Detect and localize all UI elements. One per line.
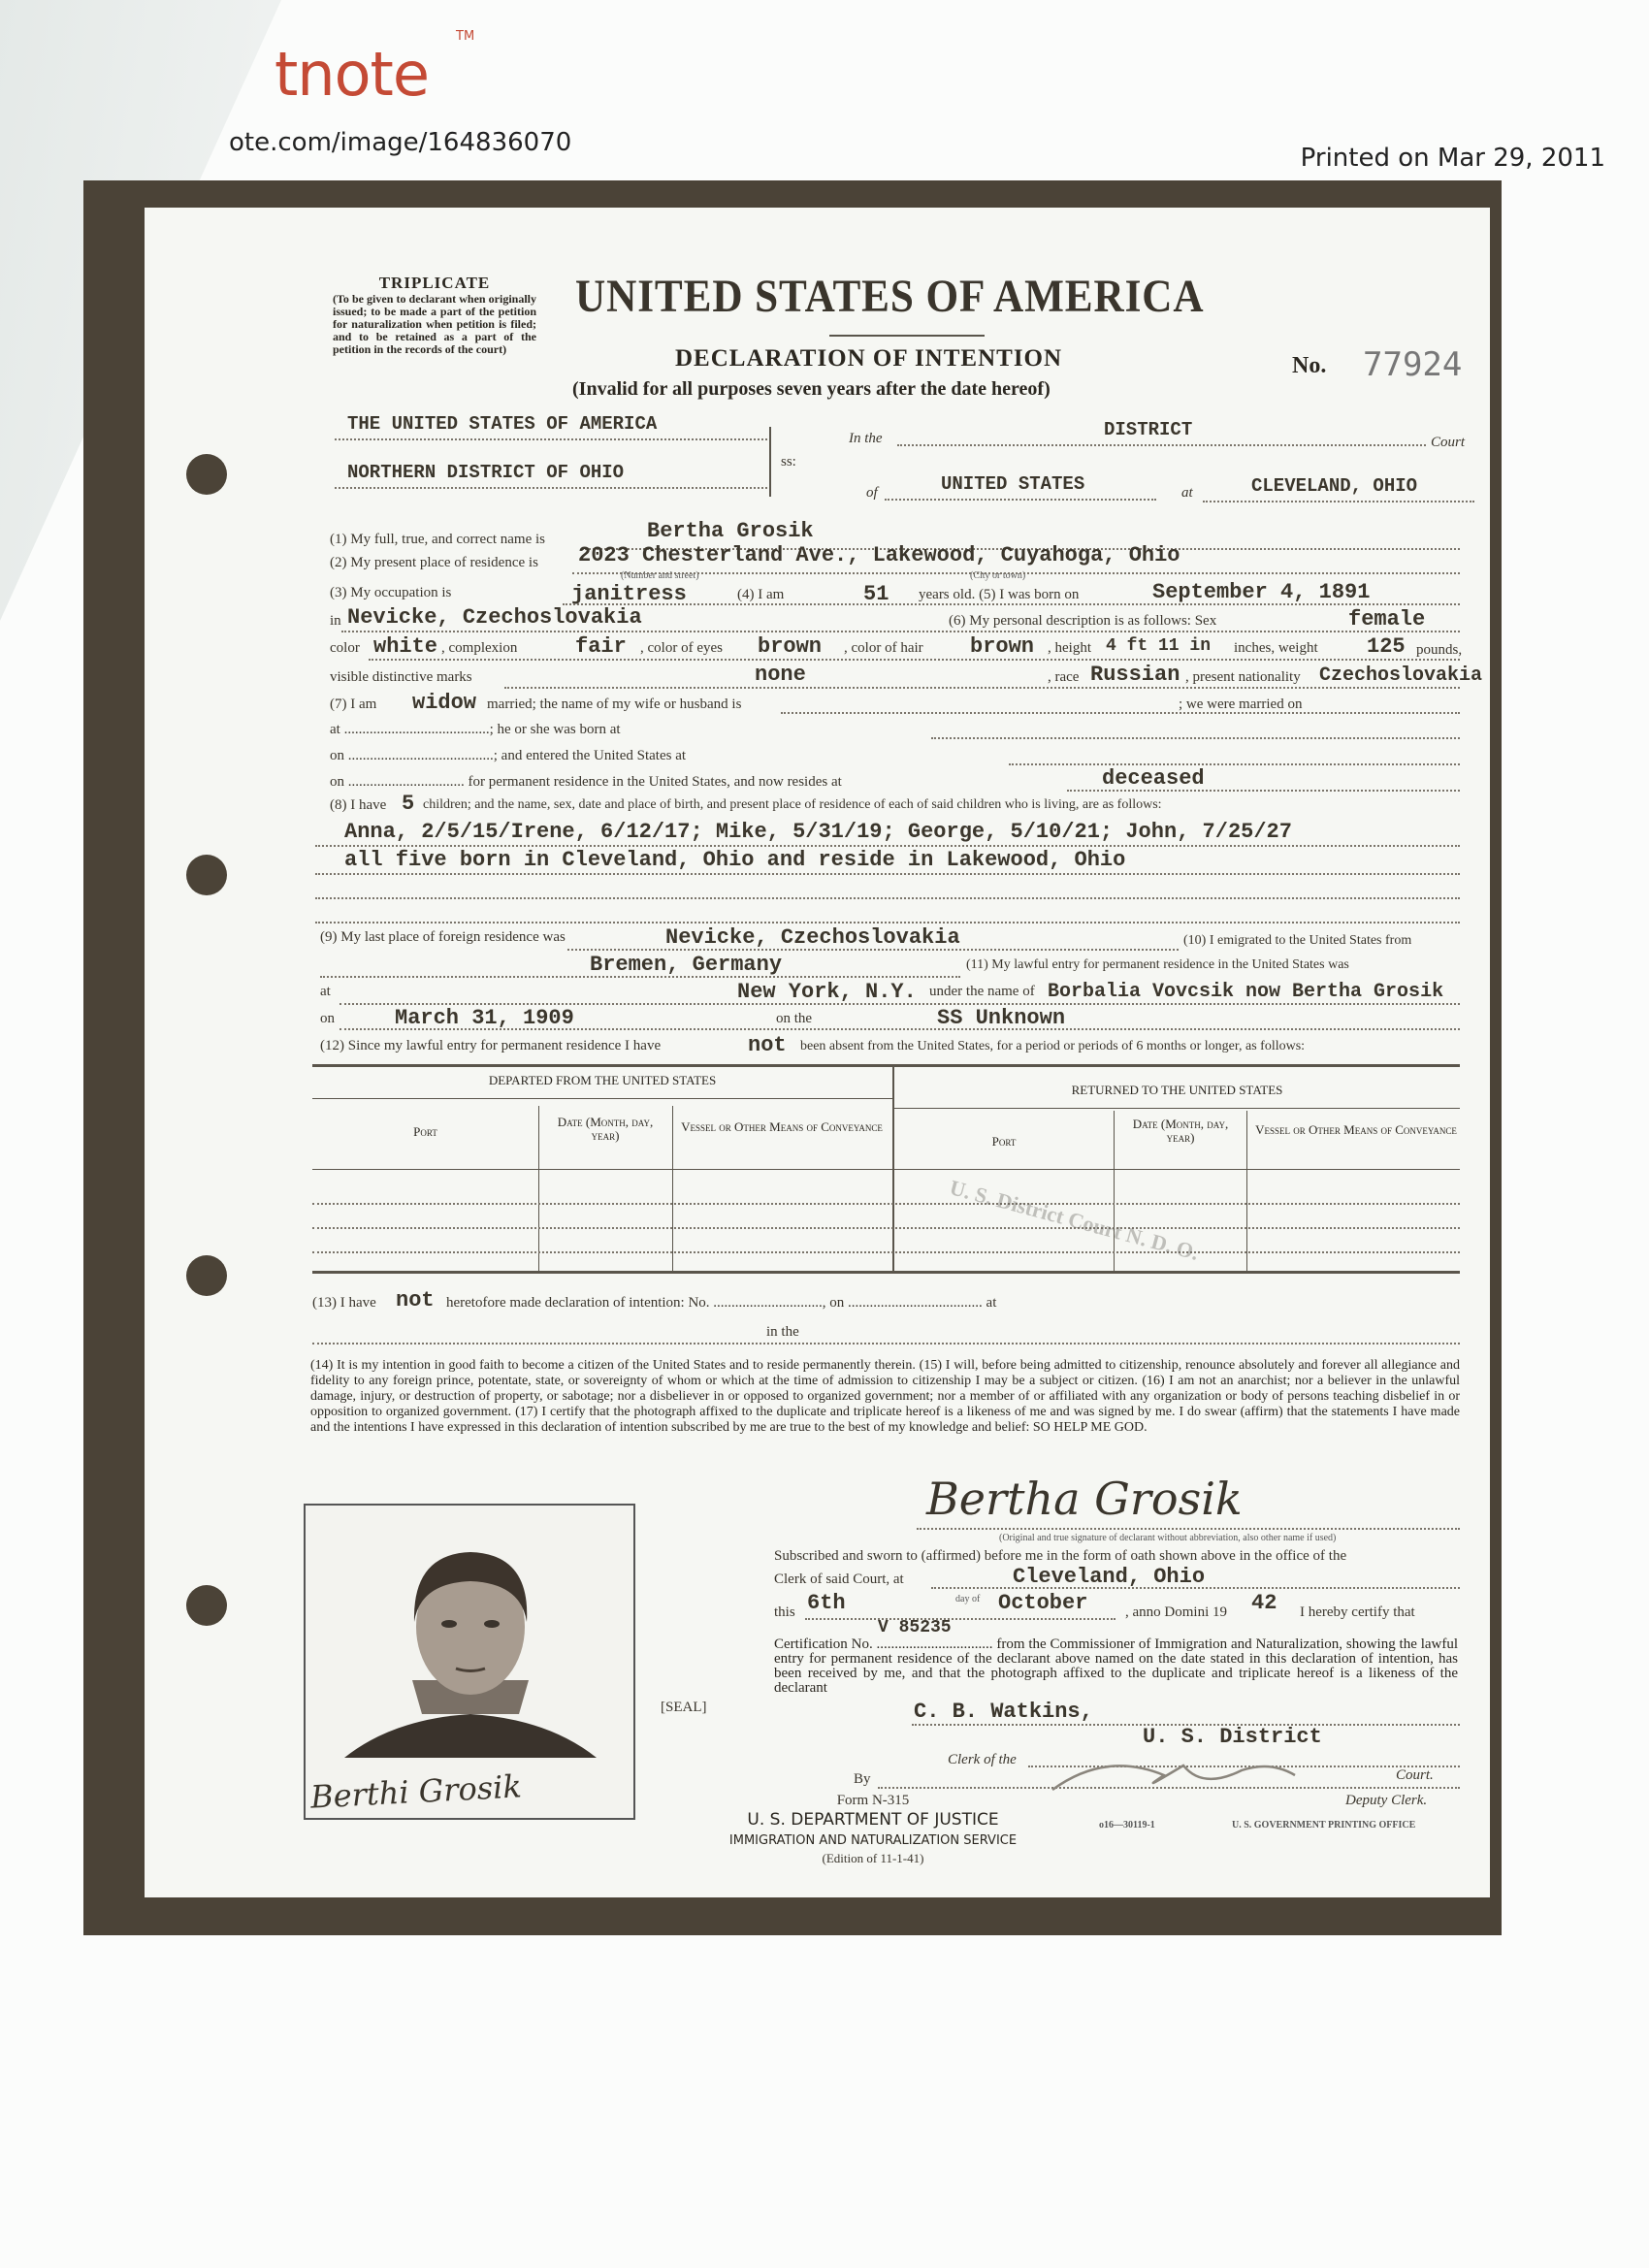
printed-date: Printed on Mar 29, 2011	[1300, 144, 1605, 173]
court-at: CLEVELAND, OHIO	[1251, 475, 1418, 497]
clerk-court: U. S. District	[1143, 1725, 1322, 1749]
marks-label: visible distinctive marks	[330, 669, 472, 685]
returned-header: RETURNED TO THE UNITED STATES	[1071, 1083, 1283, 1097]
color-label: color	[330, 640, 360, 656]
q3-label: (3) My occupation is	[330, 585, 452, 600]
pounds-label: pounds,	[1416, 642, 1463, 658]
venue-district: NORTHERN DISTRICT OF OHIO	[347, 462, 625, 483]
children-count: 5	[402, 792, 415, 816]
by-label: By	[854, 1771, 871, 1787]
entry-place: New York, N.Y.	[737, 980, 917, 1004]
height: 4 ft 11 in	[1106, 636, 1212, 656]
court-stamp: U. S. District Court N. D. O.	[947, 1175, 1202, 1265]
q10-label: (10) I emigrated to the United States from	[1183, 933, 1412, 948]
punch-hole	[186, 1255, 227, 1296]
col-date: Date (Month, day, year)	[557, 1115, 654, 1143]
site-logo: tnote	[275, 39, 429, 110]
col-vessel: Vessel or Other Means of Conveyance	[1255, 1122, 1457, 1137]
q12-label: (12) Since my lawful entry for permanent residence I have	[320, 1038, 662, 1053]
this-label: this	[774, 1604, 795, 1620]
invalid-note: (Invalid for all purposes seven years after the date hereof)	[572, 378, 1051, 400]
month: October	[998, 1591, 1088, 1615]
of-label: of	[866, 485, 878, 501]
q8-rest: children; and the name, sex, date and place of birth, and present place of residence of each of said children who is living, are as follows:	[423, 797, 1162, 812]
deputy-signature-scribble	[1048, 1746, 1300, 1804]
in-the-label: In the	[849, 431, 883, 446]
entered-label: on ........................................; and entered the United States at	[330, 748, 687, 763]
table-top-border	[312, 1064, 1460, 1067]
age: 51	[863, 582, 889, 606]
punch-hole	[186, 454, 227, 495]
color: white	[373, 634, 438, 659]
q13-in-the: in the	[766, 1324, 799, 1340]
entry-on-label: on	[320, 1011, 335, 1026]
day-of-label: day of	[955, 1594, 981, 1604]
cert-text: from the Commissioner of Immigration and Naturalization, showing the lawful entry for permanent residence of the declarant above named on the date stated in this declaration of intention, has been received by me, and that the photograph affixed to the duplicate and triplicate hereof is a likeness of the declarant	[774, 1636, 1459, 1696]
born-at-label: at ........................................; he or she was born at	[330, 722, 621, 737]
venue-country: THE UNITED STATES OF AMERICA	[347, 413, 658, 435]
foreign-residence: Nevicke, Czechoslovakia	[665, 925, 960, 950]
under-name-label: under the name of	[929, 984, 1035, 999]
marital-status: widow	[412, 691, 477, 715]
married-on-label: ; we were married on	[1179, 697, 1303, 712]
deputy-clerk-label: Deputy Clerk.	[1345, 1793, 1428, 1808]
day: 6th	[807, 1591, 846, 1615]
weight-label: inches, weight	[1234, 640, 1318, 656]
triplicate-text: (To be given to declarant when originally issued; to be made a part of the petition for naturalization when petition is filed; and to be retained as a part of the petition in the records of the court)	[333, 292, 536, 356]
q4-label: (4) I am	[737, 587, 785, 602]
cert-label: Certification No.	[774, 1636, 873, 1652]
sex: female	[1348, 607, 1426, 632]
residence: 2023 Chesterland Ave., Lakewood, Cuyahoga, Ohio	[578, 543, 1180, 567]
complexion-label: , complexion	[441, 640, 518, 656]
q2-label: (2) My present place of residence is	[330, 555, 538, 570]
court-end-label: Court.	[1396, 1767, 1434, 1783]
clerk-at-label: Clerk of said Court, at	[774, 1571, 904, 1587]
certify-label: I hereby certify that	[1300, 1604, 1415, 1620]
q5-label: years old. (5) I was born on	[919, 587, 1080, 602]
emigrated-from: Bremen, Germany	[590, 953, 783, 977]
in-label: in	[330, 613, 341, 629]
q1-label: (1) My full, true, and correct name is	[330, 532, 546, 547]
entry-date: March 31, 1909	[395, 1006, 574, 1030]
absence: not	[748, 1033, 787, 1057]
height-label: , height	[1048, 640, 1091, 656]
complexion: fair	[575, 634, 627, 659]
department: U. S. DEPARTMENT OF JUSTICE	[747, 1810, 999, 1830]
children-birthplace: all five born in Cleveland, Ohio and reside in Lakewood, Ohio	[344, 848, 1126, 872]
birth-place: Nevicke, Czechoslovakia	[347, 605, 642, 630]
subscribed-text: Subscribed and sworn to (affirmed) before me in the form of oath shown above in the office of the	[774, 1548, 1347, 1564]
court-label: Court	[1431, 435, 1466, 450]
entry-at-label: at	[320, 984, 331, 999]
col-port: Port	[991, 1134, 1017, 1149]
ss-label: ss:	[781, 454, 796, 470]
certification-text: Certification No. ................................ from the Commissioner of Immigration and Naturalization, showing the lawful entry for permanent residence of the declarant above named on the date stated in this declaration of intention, has been received by me, and that the photograph affixed to the duplicate and triplicate hereof is a likeness of the declarant	[774, 1636, 1459, 1696]
punch-hole	[186, 855, 227, 895]
distinctive-marks: none	[755, 663, 806, 687]
col-port: Port	[413, 1124, 437, 1139]
q13-label: (13) I have	[312, 1295, 376, 1311]
nationality-label: , present nationality	[1185, 669, 1301, 685]
q12-rest: been absent from the United States, for a period or periods of 6 months or longer, as follows:	[800, 1039, 1306, 1053]
photo-signature: Berthi Grosik	[309, 1767, 523, 1816]
court-of: UNITED STATES	[941, 473, 1085, 495]
children-list: Anna, 2/5/15/Irene, 6/12/17; Mike, 5/31/19; George, 5/10/21; John, 7/25/27	[344, 820, 1292, 844]
declarant-signature: Bertha Grosik	[926, 1473, 1243, 1525]
court-type: DISTRICT	[1104, 419, 1193, 440]
q8-label: (8) I have	[330, 797, 387, 813]
q11-label: (11) My lawful entry for permanent residence in the United States was	[966, 957, 1349, 972]
weight: 125	[1367, 634, 1406, 659]
q7-rest: married; the name of my wife or husband is	[487, 697, 742, 712]
vessel: SS Unknown	[937, 1006, 1066, 1030]
source-url: ote.com/image/164836070	[229, 128, 572, 157]
anno-domini-label: , anno Domini 19	[1125, 1604, 1227, 1620]
q6-label: (6) My personal description is as follows: Sex	[949, 613, 1217, 629]
seal-label: [SEAL]	[661, 1700, 707, 1715]
hint-city: (City or town)	[970, 570, 1026, 581]
trademark: TM	[456, 29, 475, 44]
clerk-name: C. B. Watkins,	[914, 1700, 1093, 1724]
occupation: janitress	[571, 582, 687, 606]
edition: (Edition of 11-1-41)	[822, 1851, 924, 1865]
full-name: Bertha Grosik	[647, 519, 814, 543]
col-vessel: Vessel or Other Means of Conveyance	[681, 1119, 883, 1134]
signature-caption: (Original and true signature of declarant without abbreviation, also other name if used)	[999, 1533, 1337, 1543]
divider	[829, 335, 985, 337]
gpo-label: U. S. GOVERNMENT PRINTING OFFICE	[1232, 1820, 1416, 1831]
triplicate-note	[333, 274, 536, 356]
triplicate-title: TRIPLICATE	[378, 274, 491, 292]
hair-label: , color of hair	[844, 640, 923, 656]
eyes-label: , color of eyes	[640, 640, 723, 656]
race: Russian	[1090, 663, 1180, 687]
nationality: Czechoslovakia	[1319, 664, 1483, 687]
col-date: Date (Month, day, year)	[1132, 1117, 1229, 1145]
perm-residence-label: on ................................ for permanent residence in the United States, and now resides at	[330, 774, 842, 790]
oath-text: (14) It is my intention in good faith to become a citizen of the United States and to reside permanently therein. (15) I will, before being admitted to citizenship, renounce absolutely and forever all allegiance and fidelity to any foreign prince, potentate, state, or sovereignty of whom or which at the time of admission to citizenship I may be a subject or citizen. (16) I am not an anarchist; nor a believer in the unlawful damage, injury, or destruction of property, or sabotage; nor a disbeliever in or opposed to organized government; nor a member of or affiliated with any organization or body of persons teaching disbelief in or opposition to organized government. (17) I certify that the photograph affixed to the duplicate and triplicate hereof is a likeness of me and was signed by me. I do swear (affirm) that the statements I have made and the intentions I have expressed in this declaration of intention subscribed by me are true to the best of my knowledge and belief: SO HELP ME GOD.	[310, 1358, 1460, 1435]
spouse-residence: deceased	[1102, 766, 1205, 791]
birth-date: September 4, 1891	[1152, 580, 1371, 604]
hair-color: brown	[970, 634, 1035, 659]
punch-hole	[186, 1585, 227, 1626]
number-label: No.	[1292, 353, 1327, 378]
entry-name: Borbalia Vovcsik now Bertha Grosik	[1048, 981, 1444, 1003]
at-label: at	[1181, 485, 1193, 501]
year: 42	[1251, 1591, 1277, 1615]
prior-declaration: not	[396, 1288, 435, 1312]
service: IMMIGRATION AND NATURALIZATION SERVICE	[728, 1833, 1018, 1848]
certification-number: V 85235	[878, 1618, 952, 1637]
hint-street: (Number and street)	[621, 570, 699, 581]
q13-rest: heretofore made declaration of intention: No. .............................., on ..................................... at	[446, 1295, 997, 1311]
declaration-number: 77924	[1363, 345, 1463, 384]
departed-header: DEPARTED FROM THE UNITED STATES	[488, 1073, 717, 1087]
document-subtitle: DECLARATION OF INTENTION	[675, 345, 1063, 372]
eye-color: brown	[758, 634, 823, 659]
document-title: UNITED STATES OF AMERICA	[575, 271, 1205, 322]
race-label: , race	[1048, 669, 1080, 685]
on-the-label: on the	[776, 1011, 813, 1026]
q9-label: (9) My last place of foreign residence was	[320, 929, 566, 945]
clerk-city: Cleveland, Ohio	[1013, 1565, 1206, 1589]
q7-label: (7) I am	[330, 697, 377, 712]
clerk-of-the-label: Clerk of the	[948, 1752, 1017, 1767]
form-number: Form N-315	[836, 1793, 910, 1808]
print-code: o16—30119-1	[1099, 1820, 1155, 1831]
